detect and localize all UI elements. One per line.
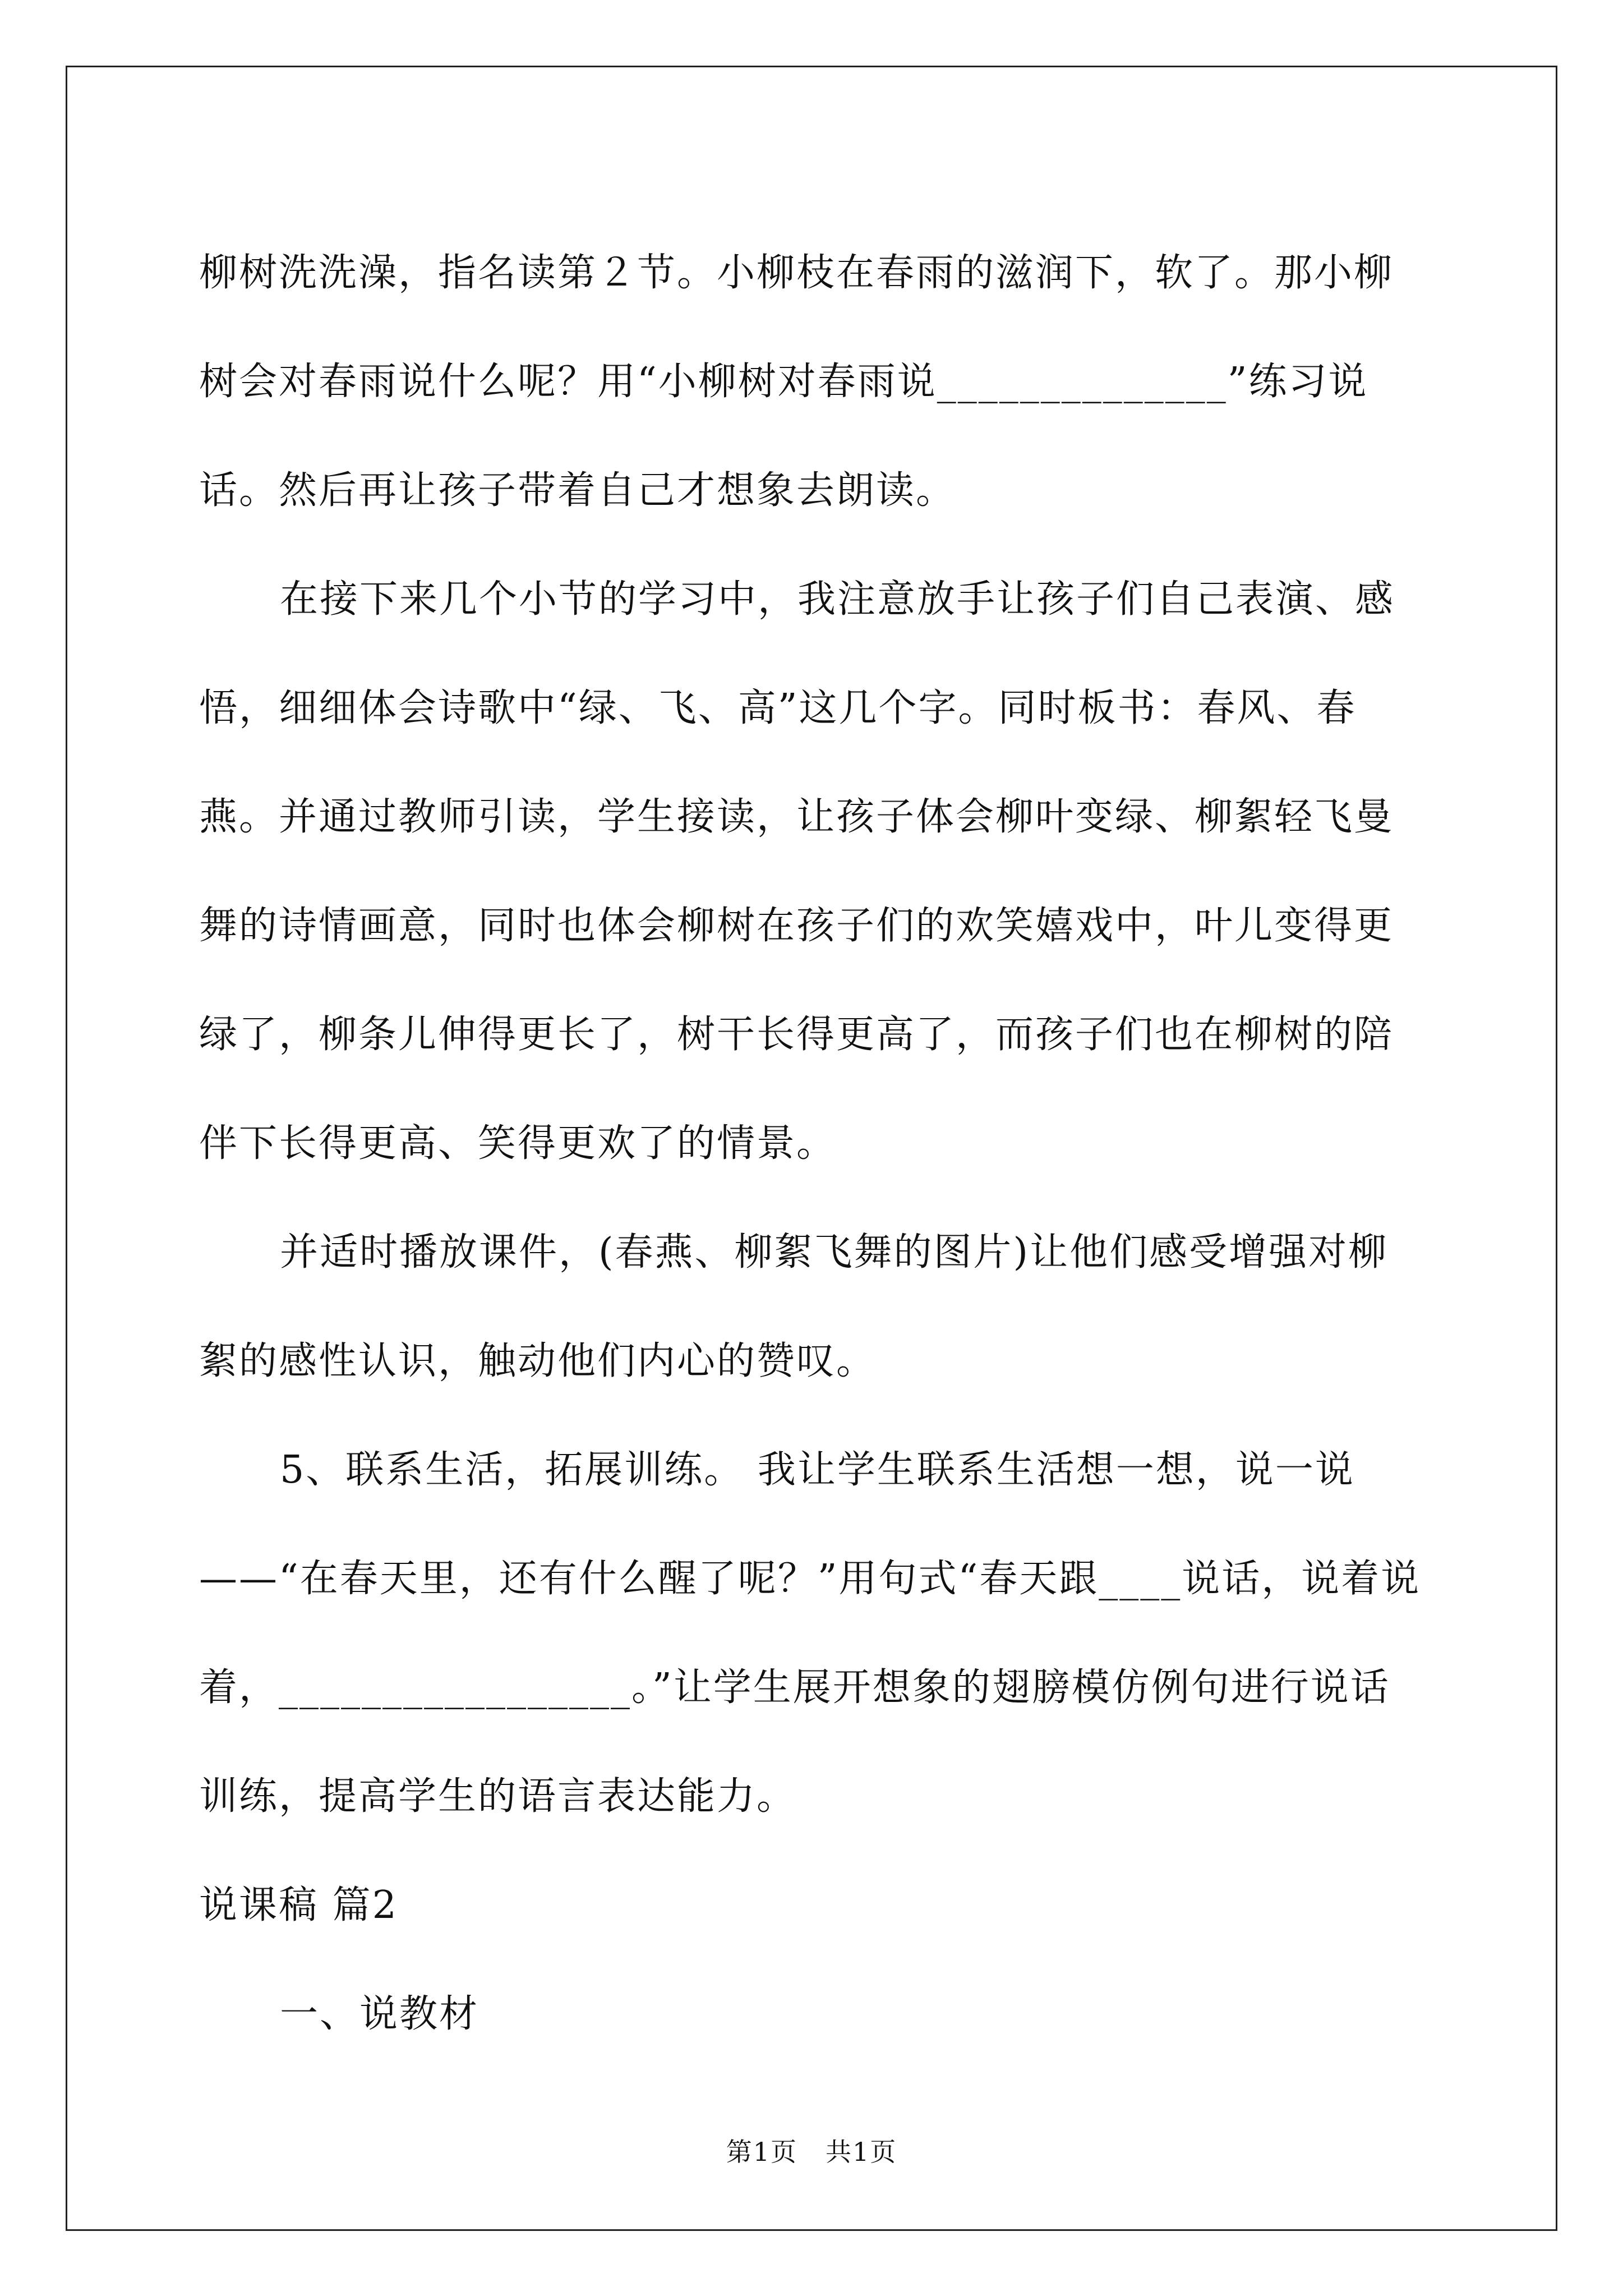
page-number-current: 第1页: [726, 2137, 797, 2167]
section-title: 说课稿 篇2: [199, 1883, 398, 1927]
document-body: [199, 219, 1427, 2069]
paragraph-3: 并适时播放课件，(春燕、柳絮飞舞的图片)让他们感受增强对柳絮的感性认识，触动他们内心的赞叹。: [199, 1230, 1389, 1383]
paragraph-2: 在接下来几个小节的学习中，我注意放手让孩子们自己表演、感悟，细细体会诗歌中“绿、飞、高”这几个字。同时板书：春风、春燕。并通过教师引读，学生接读，让孩子体会柳叶变绿、柳絮轻飞曼舞的诗情画意，同时也体会柳树在孩子们的欢笑嬉戏中，叶儿变得更绿了，柳条儿伸得更长了，树干长得更高了，而孩子们也在柳树的陪伴下长得更高、笑得更欢了的情景。: [199, 577, 1395, 1166]
paragraph-4: 5、联系生活，拓展训练。 我让学生联系生活想一想，说一说——“在春天里，还有什么醒了呢？”用句式“春天跟____说话，说着说着，_________________。”让学生展开想象的翅膀模仿例句进行说话训练，提高学生的语言表达能力。: [199, 1448, 1421, 1819]
paragraph-1: 柳树洗洗澡，指名读第２节。小柳枝在春雨的滋润下，软了。那小柳树会对春雨说什么呢？用“小柳树对春雨说______________”练习说话。然后再让孩子带着自己才想象去朗读。: [199, 251, 1394, 513]
page-number-total: 共1页: [826, 2137, 897, 2167]
subsection-title: 一、说教材: [280, 1992, 479, 2036]
page-footer: [0, 2132, 1623, 2169]
